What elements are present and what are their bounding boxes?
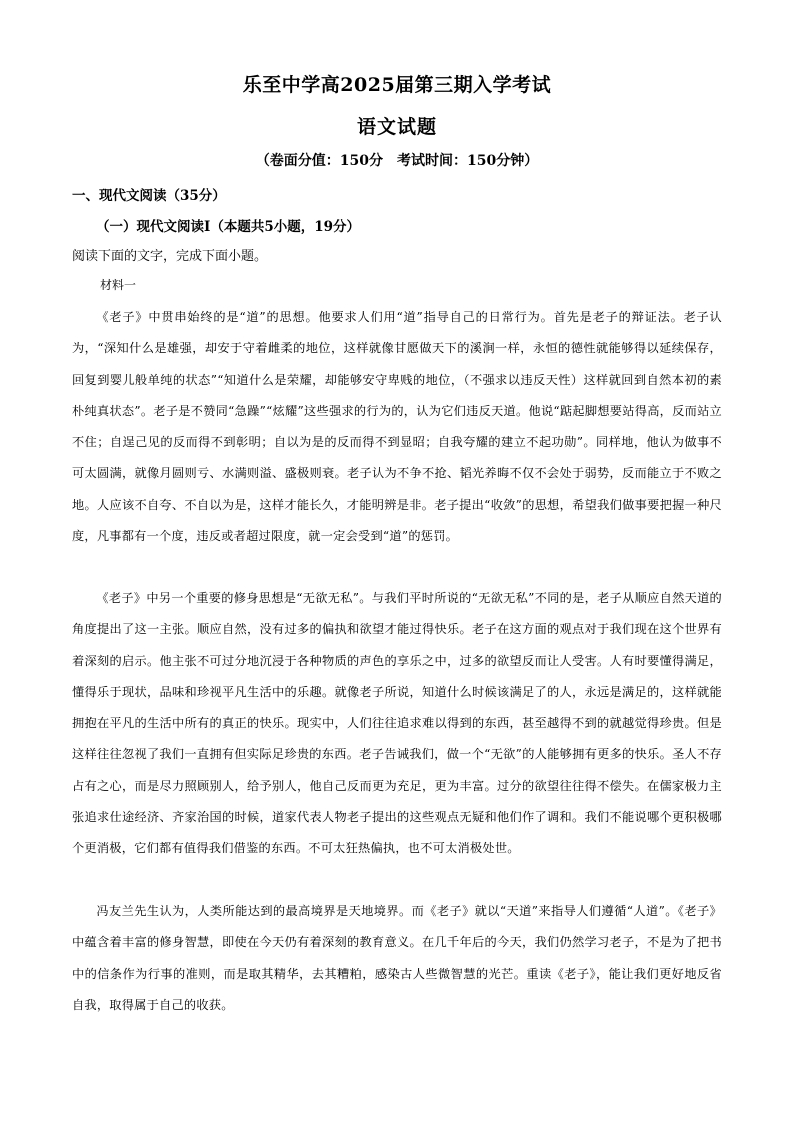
subject-title: 语文试题: [356, 116, 437, 138]
material-label: 材料一: [100, 278, 137, 292]
exam-title: 乐至中学高2025届第三期入学考试: [242, 74, 552, 96]
exam-info: （卷面分值：150分 考试时间：150分钟）: [255, 153, 539, 169]
paragraph-2: 《老子》中另一个重要的修身思想是“无欲无私”。与我们平时所说的“无欲无私”不同的是，老子从顺应自然天道的角度提出了这一主张。顺应自然，没有过多的偏执和欲望才能过得快乐。老子在这方面的观点对于我们现在这个世界有着深刻的启示。他主张不可过分地沉浸于各种物质的声色的享乐之中，过多的欲望反而让人受害。人有时要懂得满足，懂得乐于现状，品味和珍视平凡生活中的乐趣。就像老子所说，知道什么时候该满足了的人，永远是满足的，这样就能拥抱在平凡的生活中所有的真正的快乐。现实中，人们往往追求难以得到的东西，甚至越得不到的就越觉得珍贵。但是这样往往忽视了我们一直拥有但实际足珍贵的东西。老子告诫我们，做一个“无欲”的人能够拥有更多的快乐。圣人不存占有之心，而是尽力照顾别人，给予别人，他自己反而更为充足，更为丰富。过分的欲望往往得不偿失。在儒家极力主张追求仕途经济、齐家治国的时候，道家代表人物老子提出的这些观点无疑和他们作了调和。我们不能说哪个更积极哪个更消极，它们都有值得我们借鉴的东西。不可太狂热偏执，也不可太消极处世。: [72, 591, 722, 856]
reading-instruction: 阅读下面的文字，完成下面小题。: [72, 249, 268, 264]
paragraph-1: 《老子》中贯串始终的是“道”的思想。他要求人们用“道”指导自己的日常行为。首先是老子的辩证法。老子认为，“深知什么是雄强，却安于守着雌柔的地位，这样就像甘愿做天下的溪涧一样，永恒的德性就能够得以延续保存，回复到婴儿般单纯的状态”“知道什么是荣耀，却能够安守卑贱的地位，（不强求以违反天性）这样就回到自然本初的素朴纯真状态”。老子是不赞同“急躁”“炫耀”这些强求的行为的，认为它们违反天道。他说“踮起脚想要站得高，反而站立不住；自逞己见的反而得不到彰明；自以为是的反而得不到显昭；自我夸耀的建立不起功勋”。同样地，他认为做事不可太圆满，就像月圆则亏、水满则溢、盛极则衰。老子认为不争不抢、韬光养晦不仅不会处于弱势，反而能立于不败之地。人应该不自夸、不自以为是，这样才能长久，才能明辨是非。老子提出“收敛”的思想，希望我们做事要把握一种尺度，凡事都有一个度，违反或者超过限度，就一定会受到“道”的惩罚。: [72, 310, 722, 544]
subsection-heading: （一）现代文阅读Ⅰ（本题共5小题，19分）: [96, 219, 360, 235]
section-heading: 一、现代文阅读（35分）: [72, 188, 226, 204]
paragraph-3: 冯友兰先生认为，人类所能达到的最高境界是天地境界。而《老子》就以“天道”来指导人们遵循“人道”。《老子》中蕴含着丰富的修身智慧，即使在今天仍有着深刻的教育意义。在几千年后的今天，我们仍然学习老子，不是为了把书中的信条作为行事的准则，而是取其精华，去其糟粕，感染古人些微智慧的光芒。重读《老子》，能让我们更好地反省自我，取得属于自己的收获。: [72, 904, 722, 1012]
